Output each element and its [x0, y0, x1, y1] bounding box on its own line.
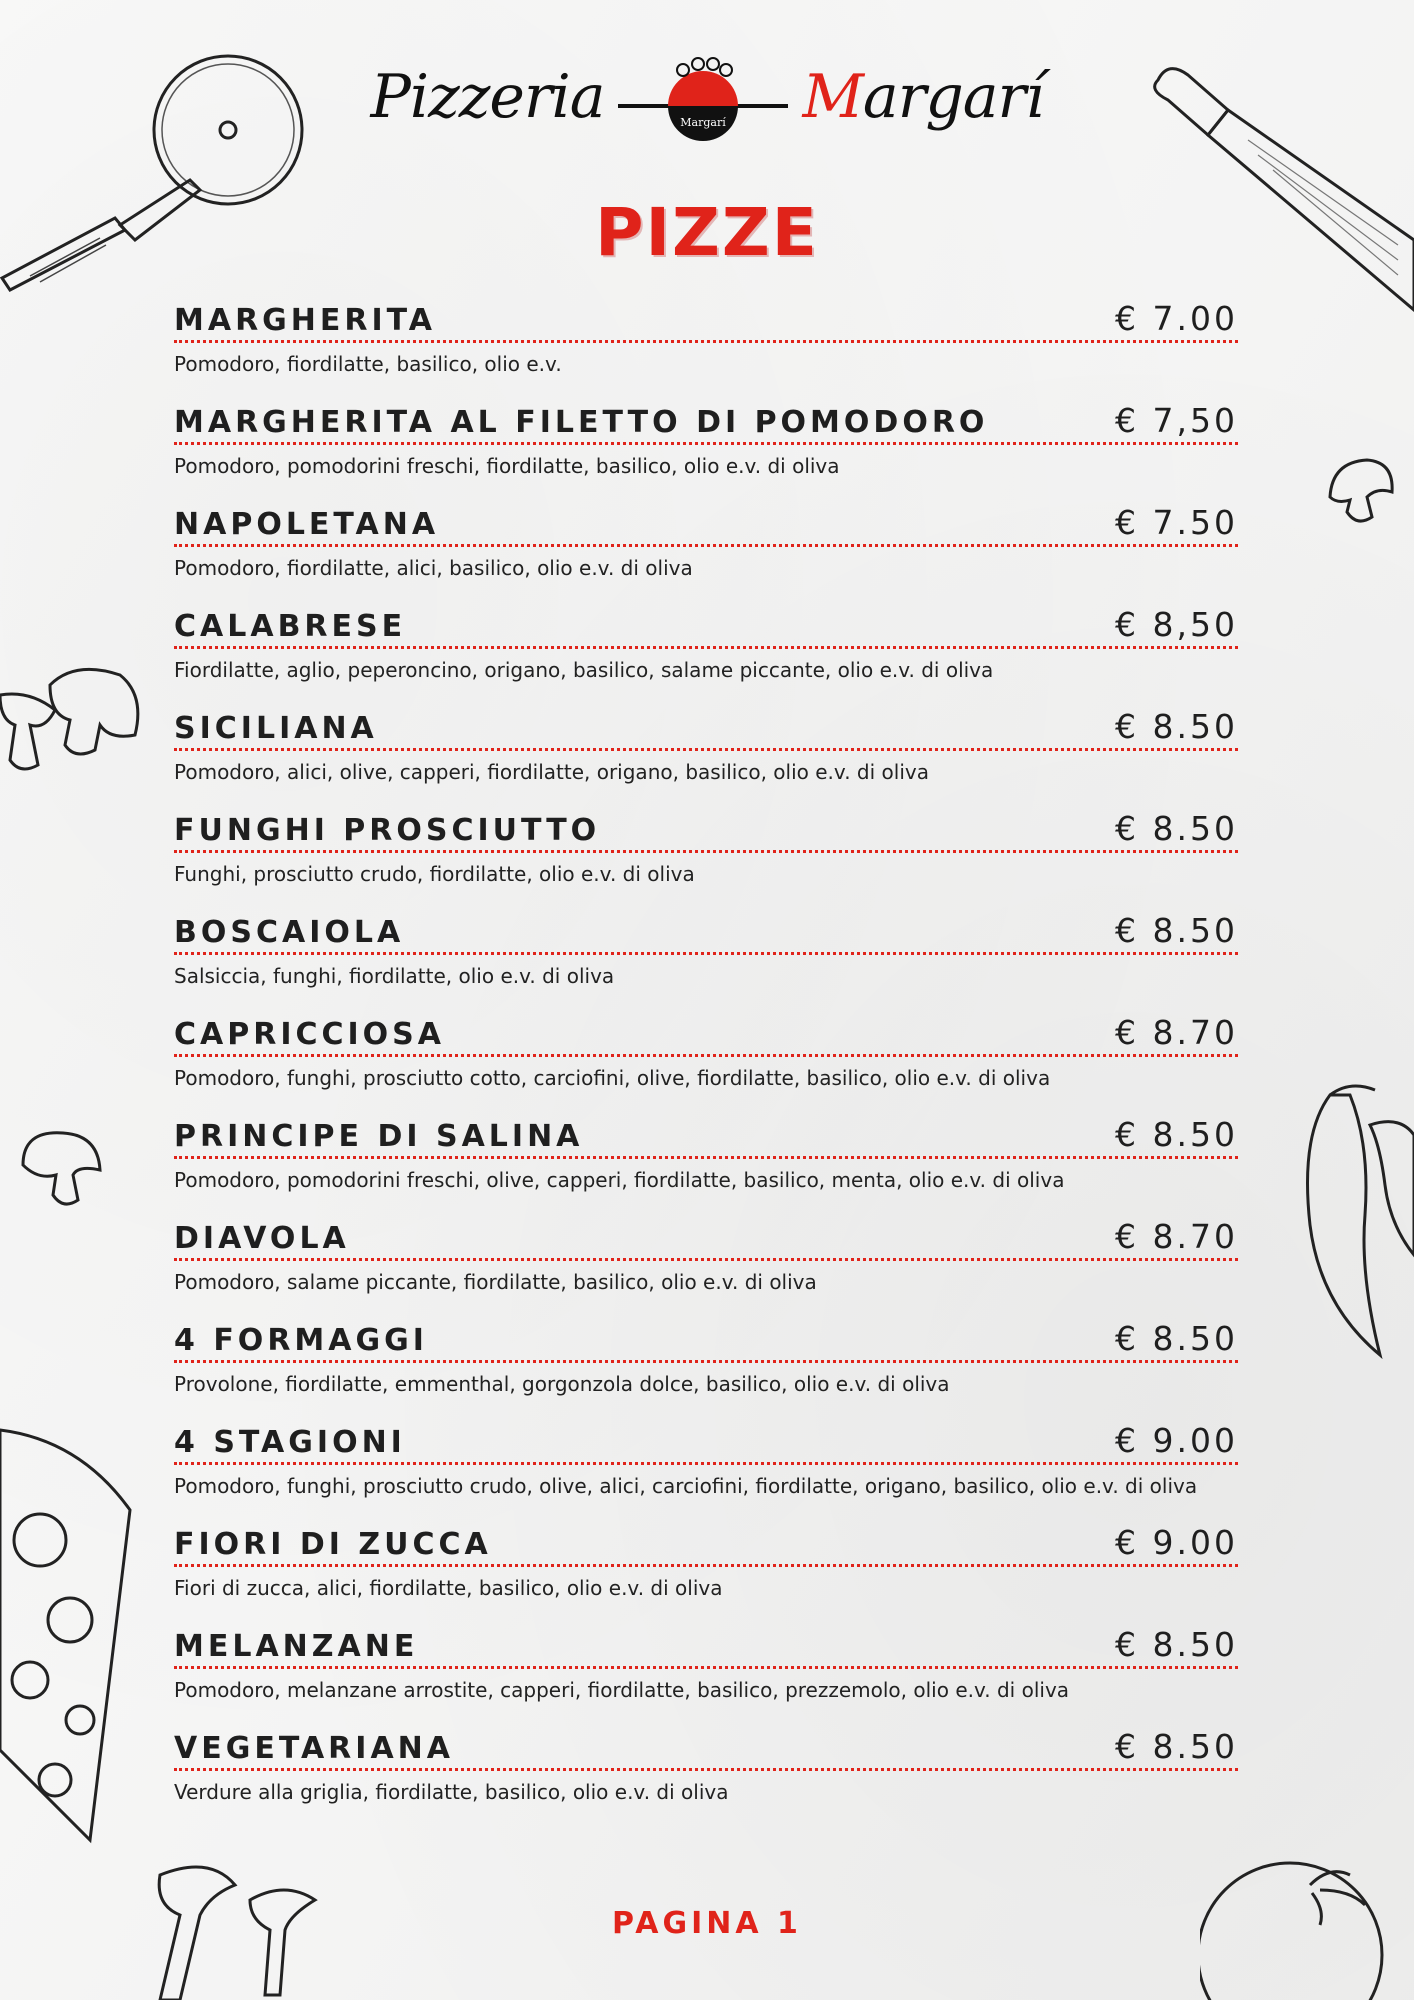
menu-item-price: € 8.50	[1115, 1727, 1238, 1766]
menu-item-header	[174, 1214, 1238, 1261]
menu-item-description: Pomodoro, pomodorini freschi, fiordilatte, basilico, olio e.v. di oliva	[174, 454, 840, 478]
menu-item-name: MARGHERITA AL FILETTO DI POMODORO	[174, 405, 989, 440]
menu-item-name: PRINCIPE DI SALINA	[174, 1119, 584, 1154]
menu-item-name: CAPRICCIOSA	[174, 1017, 446, 1052]
menu-item-description: Pomodoro, melanzane arrostite, capperi, fiordilatte, basilico, prezzemolo, olio e.v. di oliva	[174, 1678, 1070, 1702]
menu-item-price: € 8.50	[1115, 809, 1238, 848]
menu-item-header	[174, 296, 1238, 343]
menu-item-price: € 9.00	[1115, 1523, 1238, 1562]
menu-item-name: NAPOLETANA	[174, 507, 440, 542]
menu-item-price: € 8.70	[1115, 1013, 1238, 1052]
menu-item-header	[174, 398, 1238, 445]
menu-item	[174, 1724, 1238, 1826]
menu-item-price: € 8.50	[1115, 1115, 1238, 1154]
menu-item-name: SICILIANA	[174, 711, 378, 746]
menu-item-description: Provolone, fiordilatte, emmenthal, gorgonzola dolce, basilico, olio e.v. di oliva	[174, 1372, 950, 1396]
pizza-slice-icon	[0, 1420, 135, 1850]
mushroom-icon	[1322, 452, 1402, 532]
menu-item-price: € 9.00	[1115, 1421, 1238, 1460]
menu-item-price: € 7.00	[1115, 299, 1238, 338]
menu-item-price: € 8.50	[1115, 1625, 1238, 1664]
menu-item-name: MARGHERITA	[174, 303, 437, 338]
menu-item-price: € 8.70	[1115, 1217, 1238, 1256]
menu-item-header	[174, 602, 1238, 649]
menu-item-price: € 7,50	[1115, 401, 1238, 440]
mushroom-small-icon	[18, 1125, 108, 1210]
restaurant-logo	[0, 42, 1414, 152]
menu-item-name: BOSCAIOLA	[174, 915, 405, 950]
menu-item	[174, 1316, 1238, 1418]
menu-item-price: € 8.50	[1115, 1319, 1238, 1358]
menu-item	[174, 602, 1238, 704]
menu-item-description: Funghi, prosciutto crudo, fiordilatte, olio e.v. di oliva	[174, 862, 695, 886]
mushroom-cluster-icon	[0, 655, 150, 785]
menu-item-header	[174, 1316, 1238, 1363]
menu-item-description: Pomodoro, fiordilatte, basilico, olio e.v.	[174, 352, 562, 376]
menu-item	[174, 398, 1238, 500]
menu-item	[174, 500, 1238, 602]
menu-item	[174, 908, 1238, 1010]
menu-item-description: Pomodoro, alici, olive, capperi, fiordilatte, origano, basilico, olio e.v. di oliva	[174, 760, 929, 784]
logo-word-pizzeria: Pizzeria	[370, 62, 605, 132]
menu-item-description: Salsiccia, funghi, fiordilatte, olio e.v. di oliva	[174, 964, 615, 988]
menu-item-header	[174, 1010, 1238, 1057]
menu-item-price: € 8.50	[1115, 911, 1238, 950]
menu-item-description: Fiori di zucca, alici, fiordilatte, basilico, olio e.v. di oliva	[174, 1576, 723, 1600]
menu-item-name: FUNGHI PROSCIUTTO	[174, 813, 601, 848]
menu-list	[174, 296, 1238, 1826]
menu-item-name: VEGETARIANA	[174, 1731, 454, 1766]
logo-initial: M	[802, 62, 863, 132]
menu-item-header	[174, 908, 1238, 955]
menu-item-header	[174, 1724, 1238, 1771]
menu-item-description: Fiordilatte, aglio, peperoncino, origano, basilico, salame piccante, olio e.v. di oliva	[174, 658, 994, 682]
menu-item-header	[174, 1622, 1238, 1669]
menu-item-price: € 7.50	[1115, 503, 1238, 542]
section-title: PIZZE	[595, 194, 819, 271]
logo-word-rest: argarí	[862, 62, 1044, 132]
menu-item	[174, 1010, 1238, 1112]
menu-item	[174, 296, 1238, 398]
page-number: PAGINA 1	[612, 1906, 802, 1941]
logo-emblem-text: Margarí	[680, 116, 727, 129]
menu-item-price: € 8.50	[1115, 707, 1238, 746]
menu-item	[174, 704, 1238, 806]
menu-item-description: Pomodoro, pomodorini freschi, olive, capperi, fiordilatte, basilico, menta, olio e.v. di oliva	[174, 1168, 1065, 1192]
menu-item-description: Pomodoro, salame piccante, fiordilatte, basilico, olio e.v. di oliva	[174, 1270, 817, 1294]
menu-item-description: Pomodoro, fiordilatte, alici, basilico, olio e.v. di oliva	[174, 556, 693, 580]
menu-item-header	[174, 1418, 1238, 1465]
menu-item-name: FIORI DI ZUCCA	[174, 1527, 492, 1562]
menu-item-header	[174, 704, 1238, 751]
menu-item	[174, 806, 1238, 908]
menu-item	[174, 1112, 1238, 1214]
menu-item-header	[174, 1112, 1238, 1159]
logo-emblem	[618, 52, 788, 142]
menu-item-name: 4 FORMAGGI	[174, 1323, 428, 1358]
menu-item-name: 4 STAGIONI	[174, 1425, 406, 1460]
menu-item-header	[174, 1520, 1238, 1567]
menu-item-price: € 8,50	[1115, 605, 1238, 644]
menu-item-name: DIAVOLA	[174, 1221, 350, 1256]
menu-item-name: MELANZANE	[174, 1629, 419, 1664]
menu-item	[174, 1520, 1238, 1622]
menu-item	[174, 1214, 1238, 1316]
logo-word-margari	[802, 62, 1044, 132]
menu-item-name: CALABRESE	[174, 609, 407, 644]
menu-item	[174, 1622, 1238, 1724]
menu-item-header	[174, 806, 1238, 853]
menu-item-description: Pomodoro, funghi, prosciutto cotto, carciofini, olive, fiordilatte, basilico, olio e.v. di oliva	[174, 1066, 1051, 1090]
menu-item-header	[174, 500, 1238, 547]
chili-pepper-icon	[1290, 1075, 1414, 1365]
menu-item-description: Verdure alla griglia, fiordilatte, basilico, olio e.v. di oliva	[174, 1780, 729, 1804]
menu-item-description: Pomodoro, funghi, prosciutto crudo, olive, alici, carciofini, fiordilatte, origano, basilico, olio e.v. di oliva	[174, 1474, 1198, 1498]
menu-item	[174, 1418, 1238, 1520]
